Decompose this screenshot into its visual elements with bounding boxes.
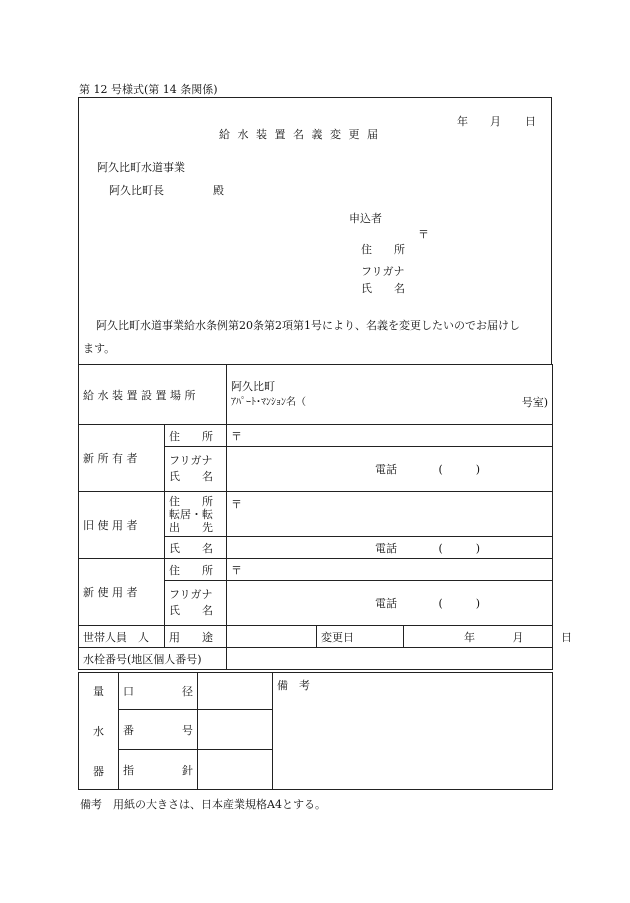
- room-label: 号室): [521, 395, 549, 409]
- date-month-label: 月: [490, 115, 501, 128]
- meter-diameter-value: [198, 673, 273, 710]
- applicant-address-label: 住 所: [361, 243, 405, 256]
- old-user-move-label-2: 出 先: [169, 520, 213, 534]
- new-user-phone-parens: ( ): [438, 597, 481, 610]
- new-owner-phone-label: 電話: [375, 463, 398, 476]
- new-user-name-label-cell: [165, 581, 227, 626]
- new-owner-name-label-cell: [165, 447, 227, 492]
- new-user-address-value: [227, 559, 553, 581]
- meter-diameter-label-cell: [119, 673, 198, 710]
- change-date-label: 変更日: [321, 630, 355, 644]
- meter-char-3: 器: [93, 765, 104, 778]
- meter-char-2: 水: [93, 725, 104, 738]
- applicant-postal-mark: 〒: [418, 228, 429, 241]
- old-user-name-label-cell: [165, 537, 227, 559]
- meter-number-label-cell: [119, 710, 198, 750]
- new-owner-address-value: [227, 425, 553, 447]
- meter-number-value: [198, 710, 273, 750]
- date-day-label: 日: [525, 115, 536, 128]
- old-user-phone-label: 電話: [375, 541, 398, 555]
- new-owner-address-label: 住 所: [169, 429, 213, 443]
- new-user-label-cell: [79, 559, 165, 626]
- new-user-postal-mark: 〒: [231, 563, 243, 577]
- usage-label-cell: [165, 626, 227, 648]
- new-user-phone-label: 電話: [375, 597, 398, 610]
- old-user-label: 旧 使 用 者: [83, 519, 138, 532]
- new-user-address-row: [79, 559, 553, 581]
- honorific: 殿: [213, 184, 224, 197]
- change-date-day: 日: [561, 630, 573, 644]
- new-user-address-label: 住 所: [169, 563, 213, 577]
- form-number: 第 12 号様式(第 14 条関係): [79, 83, 218, 96]
- meter-diameter-label: [123, 683, 193, 699]
- remarks-label: 備 考: [277, 679, 310, 692]
- new-user-name-label: 氏 名: [169, 604, 213, 617]
- old-user-phone-parens: ( ): [438, 541, 481, 555]
- apartment-line: [231, 395, 548, 411]
- hydrant-label-cell: [79, 648, 227, 670]
- household-label-cell: [79, 626, 165, 648]
- meter-reading-label: [123, 762, 193, 778]
- change-date-month: 月: [512, 630, 524, 644]
- meter-table: [78, 672, 553, 790]
- new-owner-label-cell: [79, 425, 165, 492]
- footer-note: 備考 用紙の大きさは、日本産業規格A4とする。: [80, 798, 326, 811]
- new-user-furigana-label: フリガナ: [169, 588, 213, 601]
- meter-label-cell: [79, 673, 119, 790]
- new-owner-phone-parens: ( ): [438, 463, 481, 476]
- old-user-name-label: 氏 名: [169, 541, 213, 555]
- old-user-label-cell: [79, 492, 165, 559]
- form-title: 給 水 装 置 名 義 変 更 届: [219, 128, 378, 141]
- old-user-address-label-cell: [165, 492, 227, 537]
- location-value-cell: [227, 365, 553, 425]
- household-label: 世帯人員 人: [83, 630, 149, 644]
- new-user-name-value: [227, 581, 553, 626]
- old-user-move-label-1: 転居・転: [169, 507, 213, 521]
- meter-number-char-1: 番: [123, 723, 134, 737]
- addressee-person: 阿久比町長: [109, 184, 164, 197]
- household-row: [79, 626, 553, 648]
- meter-char-1: 量: [93, 685, 104, 698]
- old-user-address-value: [227, 492, 553, 537]
- location-label: 給 水 装 置 設 置 場 所: [83, 388, 196, 402]
- old-user-postal-mark: 〒: [231, 498, 243, 511]
- new-owner-postal-mark: 〒: [231, 429, 243, 443]
- hydrant-value: [227, 648, 553, 670]
- change-date-year: 年: [464, 630, 476, 644]
- old-user-address-row: [79, 492, 553, 537]
- statement-line-1: 阿久比町水道事業給水条例第20条第2項第1号により、名義を変更したいのでお届けし: [96, 319, 520, 332]
- new-owner-address-row: [79, 425, 553, 447]
- meter-reading-label-cell: [119, 750, 198, 790]
- applicant-label: 申込者: [349, 212, 382, 225]
- new-owner-name-value: [227, 447, 553, 492]
- change-date-value: [404, 626, 573, 648]
- remarks-cell: [273, 673, 553, 790]
- meter-reading-value: [198, 750, 273, 790]
- registration-table: [78, 364, 573, 670]
- addressee-org: 阿久比町水道事業: [97, 161, 185, 174]
- meter-row-diameter: [79, 673, 553, 710]
- applicant-name-label: 氏 名: [361, 282, 405, 295]
- old-user-address-label: 住 所: [169, 494, 213, 508]
- location-row: [79, 365, 553, 425]
- meter-diameter-char-2: 径: [182, 685, 193, 698]
- statement-line-2: ます。: [83, 342, 116, 355]
- new-owner-address-label-cell: [165, 425, 227, 447]
- new-owner-name-label: 氏 名: [169, 470, 213, 483]
- change-date-label-cell: [317, 626, 404, 648]
- meter-number-label: [123, 722, 193, 738]
- hydrant-row: [79, 648, 553, 670]
- location-town: 阿久比町: [231, 379, 276, 393]
- new-owner-furigana-label: フリガナ: [169, 454, 213, 467]
- hydrant-label: 水栓番号(地区個人番号): [83, 652, 202, 666]
- new-owner-label: 新 所 有 者: [83, 452, 138, 465]
- apartment-label: ｱﾊﾟｰﾄ･ﾏﾝｼｮﾝ名（: [231, 396, 307, 408]
- meter-reading-char-2: 針: [182, 763, 193, 777]
- usage-value: [227, 626, 317, 648]
- location-label-cell: [79, 365, 227, 425]
- date-year-label: 年: [457, 115, 468, 128]
- usage-label: 用 途: [169, 630, 213, 644]
- meter-number-char-2: 号: [182, 723, 193, 737]
- new-user-label: 新 使 用 者: [83, 586, 138, 599]
- new-user-address-label-cell: [165, 559, 227, 581]
- meter-reading-char-1: 指: [123, 763, 134, 777]
- meter-diameter-char-1: 口: [123, 685, 134, 698]
- applicant-furigana-label: フリガナ: [361, 265, 405, 278]
- old-user-name-value: [227, 537, 553, 559]
